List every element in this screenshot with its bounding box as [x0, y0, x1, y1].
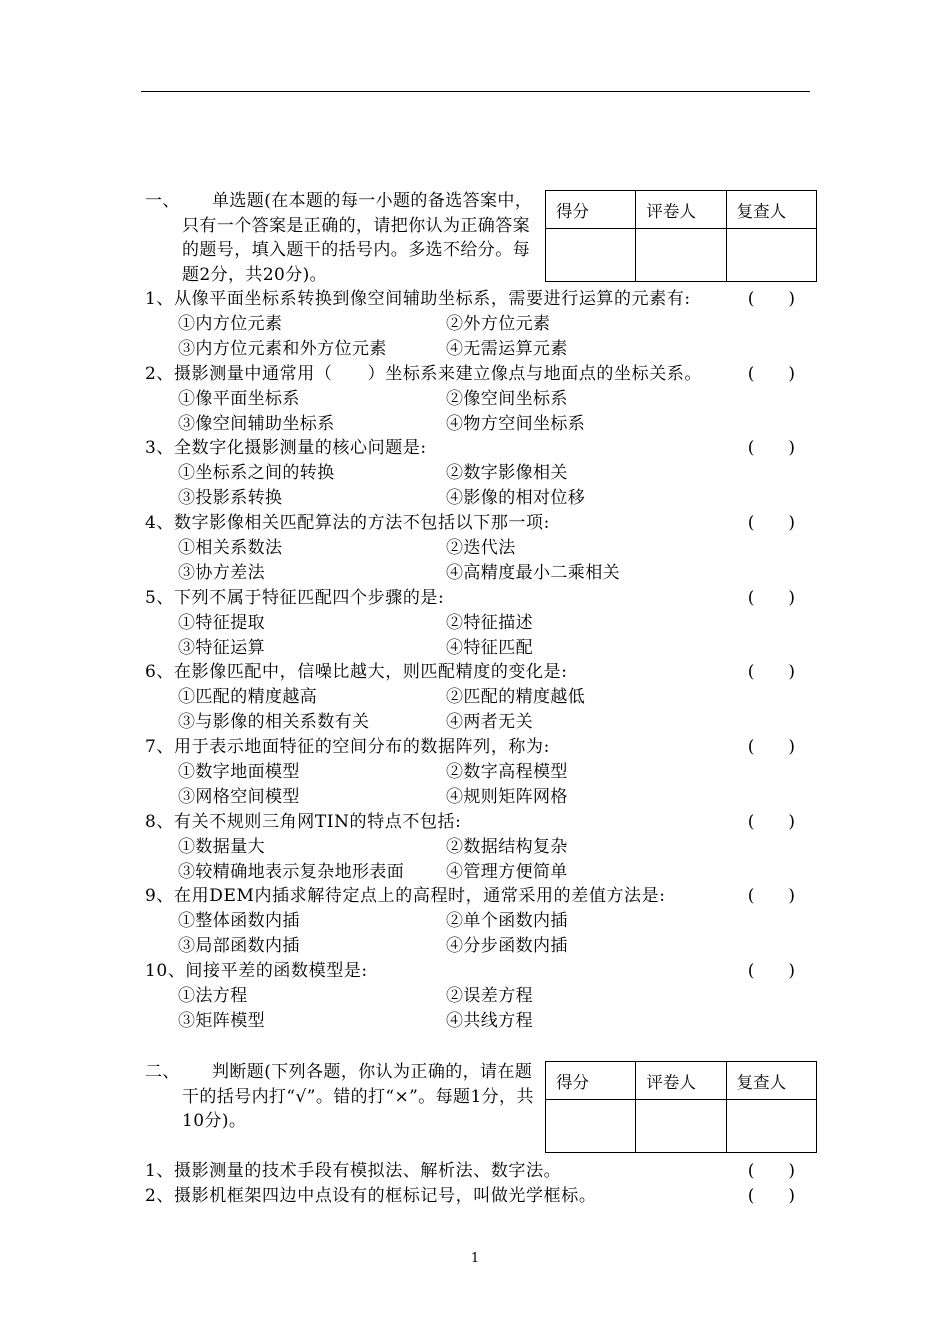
answer-paren[interactable]: ( )	[747, 886, 795, 906]
question-9	[145, 884, 795, 909]
question-2	[145, 362, 795, 387]
option-2: ②外方位元素	[446, 314, 551, 334]
answer-paren[interactable]: ( )	[747, 961, 795, 981]
grader-header: 评卷人	[636, 1062, 726, 1100]
answer-paren[interactable]: ( )	[747, 1161, 795, 1181]
answer-paren[interactable]: ( )	[747, 588, 795, 608]
section-2-heading	[145, 1060, 540, 1134]
answer-paren[interactable]: ( )	[747, 438, 795, 458]
score-cell[interactable]	[546, 1100, 636, 1153]
answer-paren[interactable]: ( )	[747, 662, 795, 682]
question-1	[145, 287, 795, 312]
reviewer-cell[interactable]	[726, 1100, 816, 1153]
question-3	[145, 436, 795, 461]
question-7	[145, 735, 795, 760]
section-2-number: 二、	[145, 1062, 180, 1082]
option-3: ③特征运算	[178, 638, 265, 658]
question-stem: 7、用于表示地面特征的空间分布的数据阵列，称为:	[145, 737, 550, 757]
answer-paren[interactable]: ( )	[747, 289, 795, 309]
answer-paren[interactable]: ( )	[747, 1186, 795, 1206]
answer-paren[interactable]: ( )	[747, 737, 795, 757]
option-4: ④物方空间坐标系	[446, 414, 586, 434]
section-1-title: 单选题(在本题的每一小题的备选答案中，只有一个答案是正确的，请把你认为正确答案的题号，填入题干的括号内。多选不给分。每题2分，共20分)。	[182, 191, 533, 285]
option-3: ③局部函数内插	[178, 936, 300, 956]
question-stem: 1、从像平面坐标系转换到像空间辅助坐标系，需要进行运算的元素有:	[145, 289, 691, 309]
question-stem: 2、摄影机框架四边中点设有的框标记号，叫做光学框标。	[145, 1186, 597, 1206]
question-stem: 6、在影像匹配中，信噪比越大，则匹配精度的变化是:	[145, 662, 568, 682]
option-4: ④高精度最小二乘相关	[446, 563, 620, 583]
tf-question-1	[145, 1159, 795, 1184]
option-4: ④两者无关	[446, 712, 533, 732]
option-1: ①整体函数内插	[178, 911, 300, 931]
grader-cell[interactable]	[636, 229, 726, 282]
score-cell[interactable]	[546, 229, 636, 282]
section-1-number: 一、	[145, 191, 180, 211]
option-2: ②迭代法	[446, 538, 516, 558]
option-4: ④管理方便简单	[446, 862, 568, 882]
option-3: ③内方位元素和外方位元素	[178, 339, 387, 359]
answer-paren[interactable]: ( )	[747, 364, 795, 384]
option-4: ④影像的相对位移	[446, 488, 586, 508]
option-1: ①数据量大	[178, 837, 265, 857]
option-3: ③与影像的相关系数有关	[178, 712, 370, 732]
question-6	[145, 660, 795, 685]
option-3: ③像空间辅助坐标系	[178, 414, 335, 434]
question-stem: 4、数字影像相关匹配算法的方法不包括以下那一项:	[145, 513, 550, 533]
reviewer-header: 复查人	[726, 1062, 816, 1100]
option-4: ④分步函数内插	[446, 936, 568, 956]
option-4: ④规则矩阵网格	[446, 787, 568, 807]
question-stem: 5、下列不属于特征匹配四个步骤的是:	[145, 588, 445, 608]
question-8	[145, 810, 795, 835]
question-stem: 1、摄影测量的技术手段有模拟法、解析法、数字法。	[145, 1161, 562, 1181]
option-3: ③矩阵模型	[178, 1011, 265, 1031]
option-2: ②单个函数内插	[446, 911, 568, 931]
option-3: ③协方差法	[178, 563, 265, 583]
page-number: 1	[470, 1251, 480, 1266]
score-header: 得分	[546, 1062, 636, 1100]
option-1: ①坐标系之间的转换	[178, 463, 335, 483]
option-2: ②数字影像相关	[446, 463, 568, 483]
question-4	[145, 511, 795, 536]
option-2: ②匹配的精度越低	[446, 687, 586, 707]
question-stem: 8、有关不规则三角网TIN的特点不包括:	[145, 812, 462, 832]
option-1: ①相关系数法	[178, 538, 283, 558]
section-1-score-table	[545, 190, 817, 282]
option-4: ④特征匹配	[446, 638, 533, 658]
option-3: ③网格空间模型	[178, 787, 300, 807]
option-3: ③较精确地表示复杂地形表面	[178, 862, 405, 882]
question-5	[145, 586, 795, 611]
header-rule	[141, 91, 810, 92]
score-header: 得分	[546, 191, 636, 229]
answer-paren[interactable]: ( )	[747, 513, 795, 533]
option-1: ①像平面坐标系	[178, 389, 300, 409]
answer-paren[interactable]: ( )	[747, 812, 795, 832]
reviewer-cell[interactable]	[726, 229, 816, 282]
tf-question-2	[145, 1184, 795, 1209]
reviewer-header: 复查人	[726, 191, 816, 229]
section-1-heading	[145, 189, 540, 287]
option-2: ②数据结构复杂	[446, 837, 568, 857]
option-2: ②特征描述	[446, 613, 533, 633]
question-stem: 9、在用DEM内插求解待定点上的高程时，通常采用的差值方法是:	[145, 886, 666, 906]
option-1: ①法方程	[178, 986, 248, 1006]
grader-cell[interactable]	[636, 1100, 726, 1153]
option-2: ②误差方程	[446, 986, 533, 1006]
question-10	[145, 959, 795, 984]
option-1: ①内方位元素	[178, 314, 283, 334]
option-1: ①特征提取	[178, 613, 265, 633]
option-1: ①数字地面模型	[178, 762, 300, 782]
section-2-score-table	[545, 1061, 817, 1153]
option-4: ④无需运算元素	[446, 339, 568, 359]
option-2: ②数字高程模型	[446, 762, 568, 782]
question-stem: 2、摄影测量中通常用（ ）坐标系来建立像点与地面点的坐标关系。	[145, 364, 703, 384]
question-stem: 3、全数字化摄影测量的核心问题是:	[145, 438, 427, 458]
section-2-title: 判断题(下列各题，你认为正确的，请在题干的括号内打“√”。错的打“×”。每题1分，共10分)。	[182, 1062, 534, 1131]
option-2: ②像空间坐标系	[446, 389, 568, 409]
option-4: ④共线方程	[446, 1011, 533, 1031]
grader-header: 评卷人	[636, 191, 726, 229]
option-3: ③投影系转换	[178, 488, 283, 508]
option-1: ①匹配的精度越高	[178, 687, 318, 707]
question-stem: 10、间接平差的函数模型是:	[145, 961, 368, 981]
